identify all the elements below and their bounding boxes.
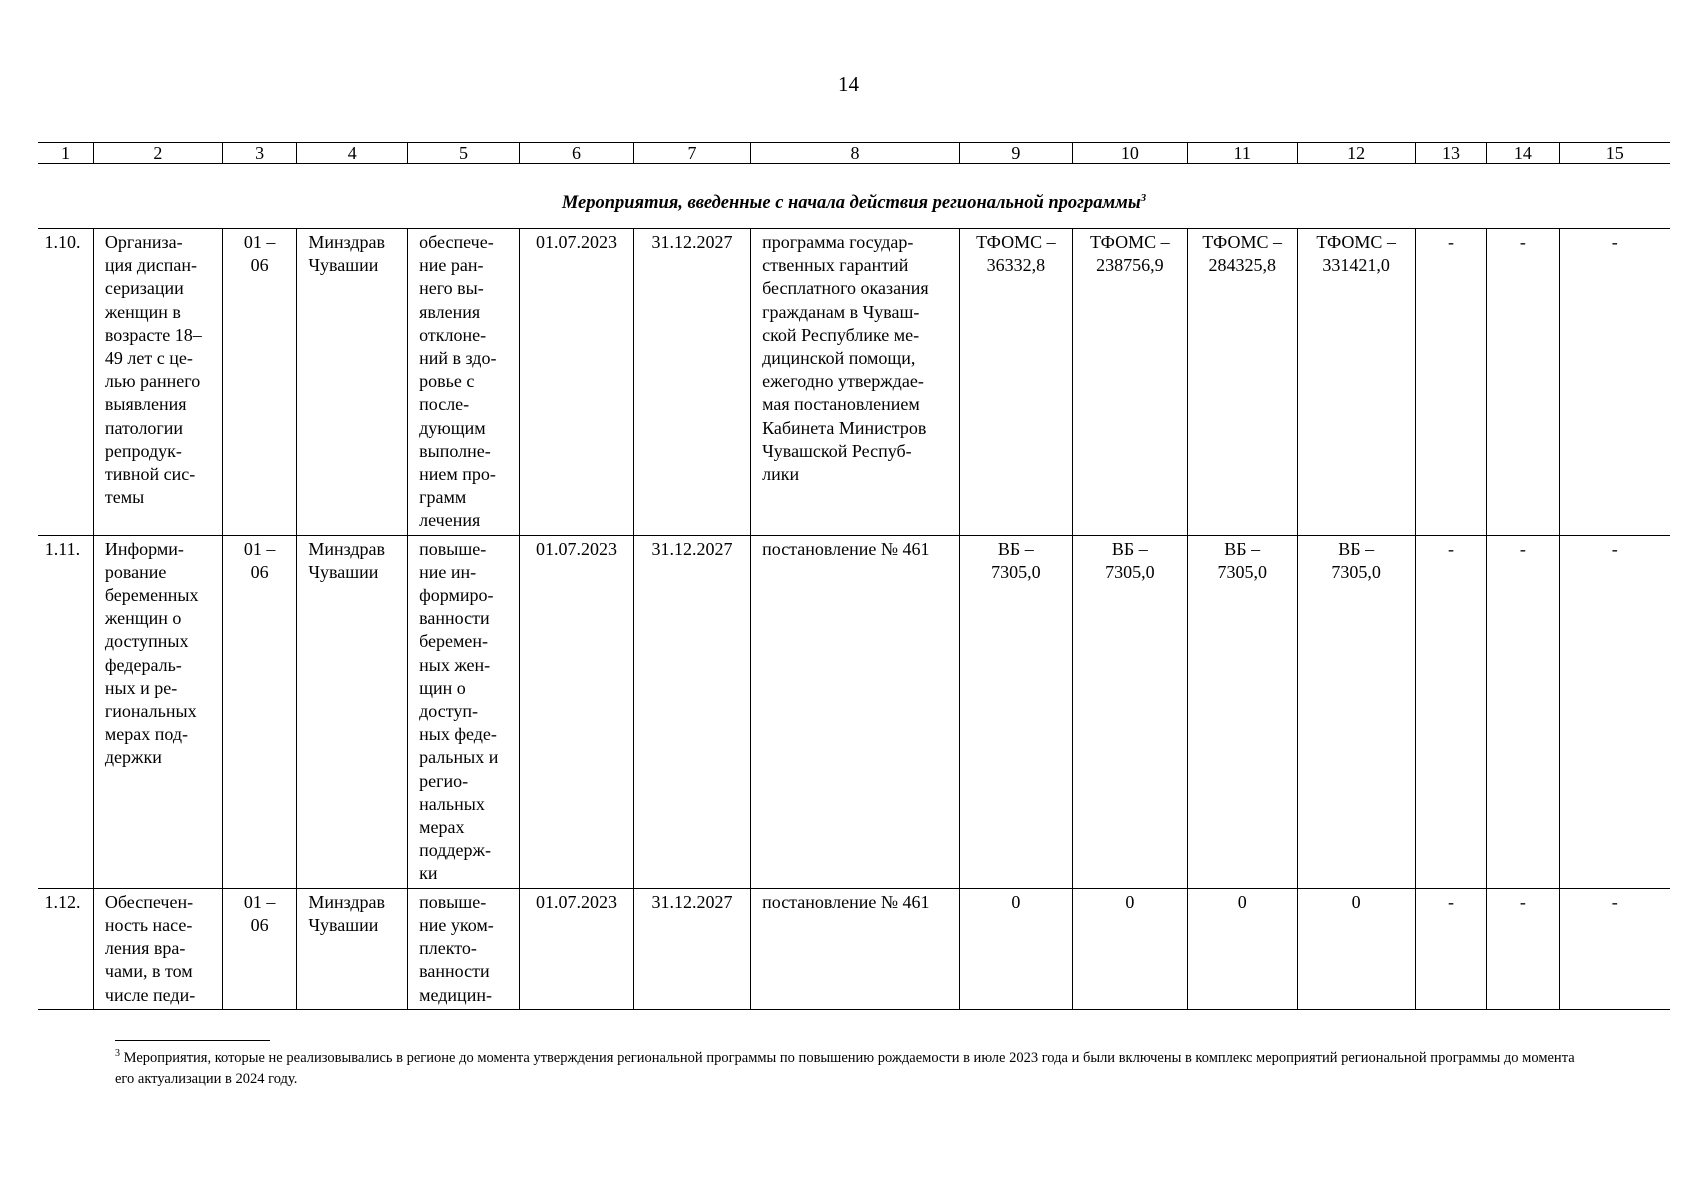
cell-line: 49 лет с це- (104, 348, 193, 369)
header-col-3: 3 (222, 143, 297, 164)
cell-c10 (1072, 888, 1187, 1009)
cell-line: 7305,0 (1331, 561, 1381, 582)
cell-code (222, 535, 297, 888)
cell-line: 7305,0 (991, 561, 1041, 582)
cell-content: 01.07.2023 (535, 891, 617, 912)
cell-line: 0 (1125, 891, 1135, 912)
cell-line: тивной сис- (104, 464, 196, 485)
cell-line: отклоне- (419, 324, 487, 345)
cell-content (223, 229, 297, 279)
cell-content (751, 536, 959, 563)
header-col-2: 2 (93, 143, 222, 164)
cell-line: мая постановлением (762, 394, 920, 415)
cell-content: 1.11. (44, 538, 81, 559)
cell-c15 (1559, 229, 1670, 536)
cell-line: ТФОМС – (1090, 232, 1170, 252)
cell-start (519, 535, 633, 888)
cell-line: лечения (419, 510, 481, 531)
measures-table (38, 142, 1670, 1010)
cell-content (1073, 229, 1187, 279)
cell-line: Минздрав (308, 891, 386, 912)
cell-line: ровье с (419, 371, 475, 392)
cell-content (1073, 889, 1187, 916)
cell-start (519, 888, 633, 1009)
footnote-mark: 3 (115, 1048, 120, 1059)
cell-line: ТФОМС – (976, 232, 1056, 252)
cell-line: Чувашской Респуб- (762, 440, 912, 461)
cell-start (519, 229, 633, 536)
cell-content (1073, 536, 1187, 586)
cell-line: 06 (250, 561, 269, 582)
cell-content: 1.10. (44, 232, 81, 252)
cell-line: поддерж- (419, 840, 491, 861)
cell-c10 (1072, 229, 1187, 536)
cell-line: ежегодно утверждае- (762, 371, 924, 392)
cell-content (751, 229, 959, 488)
cell-line: ний в здо- (419, 348, 497, 369)
cell-line: 0 (1237, 891, 1247, 912)
cell-c11 (1187, 888, 1297, 1009)
cell-line: повыше- (419, 538, 487, 559)
cell-end (633, 888, 750, 1009)
header-col-5: 5 (408, 143, 520, 164)
cell-line: мерах под- (104, 724, 189, 745)
cell-line: ТФОМС – (1316, 232, 1396, 252)
cell-line: после- (419, 394, 470, 415)
header-col-9: 9 (959, 143, 1072, 164)
cell-end (633, 229, 750, 536)
cell-line: него вы- (419, 278, 484, 299)
cell-line: ВБ – (1338, 538, 1375, 559)
header-col-4: 4 (297, 143, 408, 164)
cell-c13 (1415, 229, 1486, 536)
cell-line: ской Республике ме- (762, 324, 920, 345)
cell-content: 31.12.2027 (651, 232, 733, 252)
cell-line: дующим (419, 417, 486, 438)
cell-line: выявления (104, 394, 187, 415)
cell-line: ние ин- (419, 561, 477, 582)
cell-content (408, 229, 519, 535)
cell-num (38, 535, 93, 888)
cell-line: регио- (419, 770, 469, 791)
cell-line: ления вра- (104, 938, 186, 959)
cell-content: 01.07.2023 (535, 538, 617, 559)
cell-line: ки (419, 863, 438, 884)
header-col-8: 8 (751, 143, 960, 164)
table-row (38, 535, 1670, 888)
cell-line: 238756,9 (1096, 255, 1164, 276)
cell-result (408, 535, 520, 888)
header-col-7: 7 (633, 143, 750, 164)
cell-line: женщин о (104, 608, 182, 629)
cell-code (222, 888, 297, 1009)
cell-line: щин о (419, 677, 466, 698)
cell-line: Чувашии (308, 255, 379, 276)
cell-line: плекто- (419, 938, 477, 959)
cell-line: ние уком- (419, 914, 494, 935)
cell-line: ность насе- (104, 914, 193, 935)
cell-c9 (959, 535, 1072, 888)
cell-code (222, 229, 297, 536)
cell-c15 (1559, 888, 1670, 1009)
cell-c13 (1415, 888, 1486, 1009)
cell-c12 (1297, 229, 1415, 536)
header-col-1: 1 (38, 143, 93, 164)
cell-basis (751, 535, 960, 888)
cell-line: дицинской помощи, (762, 348, 916, 369)
header-col-15: 15 (1559, 143, 1670, 164)
page-number: 14 (838, 72, 859, 96)
cell-line: репродук- (104, 440, 182, 461)
cell-line: 06 (250, 255, 269, 276)
cell-content (297, 536, 407, 586)
cell-line: Кабинета Министров (762, 417, 927, 438)
header-col-10: 10 (1072, 143, 1187, 164)
cell-line: числе педи- (104, 984, 196, 1005)
cell-content (751, 889, 959, 916)
cell-line: гиональных (104, 701, 197, 722)
cell-content (94, 536, 222, 772)
cell-line: 331421,0 (1322, 255, 1390, 276)
cell-c12 (1297, 888, 1415, 1009)
cell-c9 (959, 888, 1072, 1009)
cell-content: - (1519, 232, 1526, 252)
cell-line: 0 (1351, 891, 1361, 912)
cell-line: патологии (104, 417, 184, 438)
cell-content: - (1447, 891, 1454, 912)
header-col-6: 6 (519, 143, 633, 164)
cell-basis (751, 229, 960, 536)
cell-line: постановление № 461 (762, 891, 930, 912)
cell-content (960, 229, 1072, 279)
cell-content: 31.12.2027 (651, 538, 733, 559)
cell-line: Минздрав (308, 538, 386, 559)
cell-line: 06 (250, 914, 269, 935)
cell-line: доступных (104, 631, 189, 652)
cell-line: ВБ – (1224, 538, 1261, 559)
cell-line: доступ- (419, 701, 478, 722)
cell-content (1188, 889, 1297, 916)
table-row (38, 229, 1670, 536)
cell-line: 01 – (243, 891, 276, 912)
cell-line: нием про- (419, 464, 496, 485)
cell-line: Минздрав (308, 232, 386, 252)
cell-c9 (959, 229, 1072, 536)
section-title: Мероприятия, введенные с начала действия региональной программы (561, 192, 1141, 213)
cell-line: 01 – (243, 538, 276, 559)
cell-num (38, 229, 93, 536)
footnote-text: Мероприятия, которые не реализовывались в регионе до момента утверждения региональной программы по повышению рождаемости в июле 2023 года и были включены в комплекс мероприятий региональной программы до момента его актуализации в 2024 году. (115, 1049, 1575, 1087)
cell-line: нальных (419, 793, 485, 814)
cell-line: возрасте 18– (104, 324, 202, 345)
cell-line: ние ран- (419, 255, 484, 276)
cell-name (93, 229, 222, 536)
cell-line: Чувашии (308, 914, 379, 935)
cell-line: ванности (419, 961, 490, 982)
cell-executor (297, 229, 408, 536)
cell-line: формиро- (419, 585, 494, 606)
cell-content: 01.07.2023 (535, 232, 617, 252)
cell-line: держки (104, 747, 162, 768)
cell-line: постановление № 461 (762, 538, 930, 559)
footnote-separator (115, 1040, 270, 1041)
section-heading-row (38, 164, 1670, 229)
cell-line: 36332,8 (986, 255, 1046, 276)
cell-result (408, 888, 520, 1009)
cell-line: лью раннего (104, 371, 201, 392)
cell-result (408, 229, 520, 536)
cell-content: - (1611, 891, 1618, 912)
cell-line: 0 (1011, 891, 1021, 912)
cell-line: повыше- (419, 891, 487, 912)
cell-content (223, 536, 297, 586)
cell-line: ТФОМС – (1202, 232, 1282, 252)
cell-content (1188, 229, 1297, 279)
cell-name (93, 888, 222, 1009)
cell-content (94, 229, 222, 511)
cell-content (94, 889, 222, 1009)
cell-line: 01 – (243, 232, 276, 252)
cell-line: Обеспечен- (104, 891, 194, 912)
cell-executor (297, 535, 408, 888)
cell-line: явления (419, 301, 481, 322)
cell-line: бесплатного оказания (762, 278, 929, 299)
cell-name (93, 535, 222, 888)
footnote (115, 1043, 1595, 1090)
cell-line: Информи- (104, 538, 184, 559)
cell-line: 7305,0 (1217, 561, 1267, 582)
cell-line: медицин- (419, 984, 492, 1005)
cell-line: серизации (104, 278, 184, 299)
cell-line: грамм (419, 487, 467, 508)
cell-line: программа государ- (762, 232, 914, 252)
cell-c14 (1487, 888, 1559, 1009)
cell-line: женщин в (104, 301, 181, 322)
cell-line: ственных гарантий (762, 255, 909, 276)
cell-content (408, 889, 519, 1009)
cell-line: ных и ре- (104, 677, 178, 698)
cell-content: - (1519, 891, 1526, 912)
cell-content (960, 889, 1072, 916)
cell-content (297, 889, 407, 939)
cell-content (1298, 229, 1415, 279)
cell-num (38, 888, 93, 1009)
cell-content (1188, 536, 1297, 586)
cell-c10 (1072, 535, 1187, 888)
cell-line: гражданам в Чуваш- (762, 301, 920, 322)
cell-content: - (1611, 538, 1618, 559)
cell-line: 284325,8 (1208, 255, 1276, 276)
cell-content (1298, 536, 1415, 586)
cell-content (408, 536, 519, 888)
cell-line: беременных (104, 585, 199, 606)
cell-line: рование (104, 561, 167, 582)
cell-line: лики (762, 464, 800, 485)
footnote-mark: 3 (1140, 191, 1147, 204)
section-heading (38, 164, 1670, 229)
cell-content (223, 889, 297, 939)
header-col-12: 12 (1297, 143, 1415, 164)
column-number-header (38, 143, 1670, 164)
table-row (38, 888, 1670, 1009)
cell-content: - (1611, 232, 1618, 252)
cell-c14 (1487, 535, 1559, 888)
header-col-14: 14 (1487, 143, 1559, 164)
cell-c13 (1415, 535, 1486, 888)
cell-content: 1.12. (44, 891, 81, 912)
cell-line: ральных и (419, 747, 499, 768)
cell-content (297, 229, 407, 279)
cell-line: 7305,0 (1105, 561, 1155, 582)
cell-content (960, 536, 1072, 586)
cell-line: чами, в том (104, 961, 193, 982)
cell-c11 (1187, 229, 1297, 536)
cell-content: - (1519, 538, 1526, 559)
cell-c12 (1297, 535, 1415, 888)
cell-line: Организа- (104, 232, 183, 252)
cell-executor (297, 888, 408, 1009)
cell-line: мерах (419, 817, 465, 838)
cell-line: федераль- (104, 654, 182, 675)
cell-c15 (1559, 535, 1670, 888)
cell-line: ВБ – (997, 538, 1034, 559)
header-col-13: 13 (1415, 143, 1486, 164)
cell-content (1298, 889, 1415, 916)
cell-c14 (1487, 229, 1559, 536)
header-col-11: 11 (1187, 143, 1297, 164)
cell-end (633, 535, 750, 888)
cell-content: 31.12.2027 (651, 891, 733, 912)
cell-line: выполне- (419, 440, 491, 461)
cell-line: беремен- (419, 631, 489, 652)
cell-content: - (1447, 232, 1454, 252)
cell-line: ВБ – (1111, 538, 1148, 559)
cell-line: темы (104, 487, 145, 508)
cell-line: ных феде- (419, 724, 497, 745)
cell-line: ных жен- (419, 654, 491, 675)
cell-line: ция диспан- (104, 255, 197, 276)
cell-c11 (1187, 535, 1297, 888)
cell-content: - (1447, 538, 1454, 559)
cell-line: ванности (419, 608, 490, 629)
cell-line: обеспече- (419, 232, 494, 252)
cell-line: Чувашии (308, 561, 379, 582)
cell-basis (751, 888, 960, 1009)
